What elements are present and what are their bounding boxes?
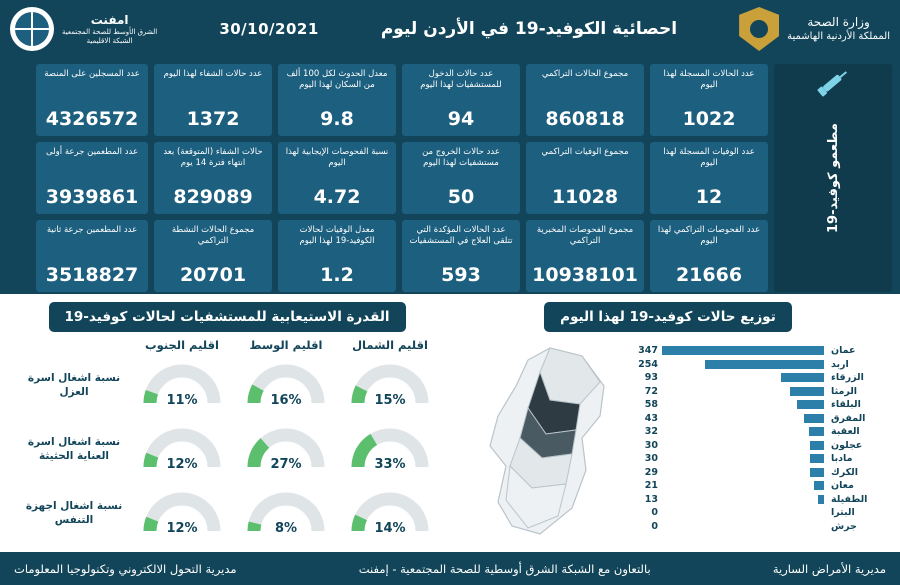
bar-category-label: الكرك (831, 466, 858, 478)
bar-row (630, 371, 880, 385)
bar-row (630, 385, 880, 399)
stat-cell (278, 142, 396, 214)
stat-value: 50 (447, 186, 475, 208)
capacity-grid (12, 338, 442, 546)
bar-value-label: 0 (651, 507, 658, 519)
logo-line1: امفنت (90, 12, 129, 27)
gauge-percent: 12% (166, 521, 198, 536)
bar-row (630, 479, 880, 493)
bar-fill (810, 468, 824, 477)
page-footer (0, 552, 900, 585)
stat-value: 4.72 (313, 186, 361, 208)
bar-row (630, 452, 880, 466)
bar-row (630, 520, 880, 534)
gauge-percent: 33% (374, 457, 406, 472)
occupancy-gauge (348, 427, 432, 473)
stat-value: 1022 (682, 108, 736, 130)
bar-value-label: 29 (644, 466, 658, 478)
page-title: احصائية الكوفيد-19 في الأردن ليوم (380, 19, 678, 39)
stat-label: عدد حالات الخروج من مستشفيات لهذا اليوم (422, 147, 500, 168)
bar-value-label: 21 (644, 480, 658, 492)
jordan-crest-icon (739, 7, 779, 51)
stat-value: 9.8 (320, 108, 354, 130)
gauge-percent: 12% (166, 457, 198, 472)
occupancy-gauge (244, 427, 328, 473)
bar-category-label: جرش (831, 520, 857, 532)
bar-track (662, 481, 824, 490)
statistics-grid (8, 64, 892, 292)
bar-track (662, 387, 824, 396)
stat-label: مجموع الحالات النشطة التراكمي (171, 225, 255, 246)
bar-row (630, 398, 880, 412)
capacity-row (12, 418, 442, 482)
bar-category-label: معان (831, 480, 854, 492)
stat-value: 94 (447, 108, 475, 130)
bar-fill (818, 495, 824, 504)
bar-track (662, 495, 824, 504)
bar-category-label: مادبا (831, 453, 853, 465)
stat-label: عدد المسجلين على المنصة (44, 69, 140, 79)
bar-row (630, 466, 880, 480)
bar-fill (810, 454, 824, 463)
stat-value: 860818 (545, 108, 625, 130)
gauge-percent: 27% (270, 457, 302, 472)
stat-label: عدد الفحوصات التراكمي لهذا اليوم (657, 225, 761, 246)
bar-value-label: 30 (644, 439, 658, 451)
bar-row (630, 425, 880, 439)
emphnet-logo-text (62, 13, 157, 46)
bar-row (630, 506, 880, 520)
ministry-block (739, 7, 890, 51)
stat-cell (650, 142, 768, 214)
capacity-row (12, 354, 442, 418)
region-header: اقليم الجنوب (145, 338, 219, 352)
bar-fill (705, 360, 824, 369)
occupancy-gauge (348, 363, 432, 409)
stat-label: مجموع الفحوصات المخبرية التراكمي (536, 225, 634, 246)
bar-track (662, 400, 824, 409)
emphnet-logo-icon (10, 7, 54, 51)
stat-label: عدد المطعمين جرعة ثانية (46, 225, 138, 235)
bar-row (630, 358, 880, 372)
occupancy-gauge (348, 491, 432, 537)
bar-fill (809, 427, 824, 436)
bar-category-label: عمان (831, 345, 856, 357)
bar-category-label: اربد (831, 358, 849, 370)
occupancy-gauge (140, 491, 224, 537)
gauge-cell (338, 491, 442, 537)
bar-track (662, 414, 824, 423)
bar-category-label: البلقاء (831, 399, 861, 411)
bar-fill (814, 481, 824, 490)
stat-value: 20701 (179, 264, 247, 286)
vaccinated-side-panel (774, 64, 892, 292)
region-header: اقليم الشمال (352, 338, 428, 352)
occupancy-gauge (244, 491, 328, 537)
bar-category-label: الطفيلة (831, 493, 868, 505)
gauge-percent: 11% (166, 393, 198, 408)
ministry-line2: المملكة الأردنية الهاشمية (787, 31, 890, 43)
gauge-cell (130, 427, 234, 473)
stat-label: مجموع الوفيات التراكمي (541, 147, 629, 157)
cases-bar-chart (630, 344, 880, 533)
stat-cell (402, 64, 520, 136)
stat-cell (650, 64, 768, 136)
bar-value-label: 254 (638, 358, 658, 370)
stat-label: عدد الحالات المؤكدة التي تتلقى العلاج في المستشفيات (409, 225, 513, 246)
bar-value-label: 13 (644, 493, 658, 505)
bar-fill (797, 400, 824, 409)
gauge-cell (130, 491, 234, 537)
bar-track (662, 508, 824, 517)
capacity-row-label: نسبة اشغال اجهزة التنفس (25, 500, 123, 526)
bar-track (662, 522, 824, 531)
bar-fill (790, 387, 824, 396)
jordan-map (454, 342, 634, 542)
stat-value: 829089 (173, 186, 253, 208)
capacity-header-row (12, 338, 442, 352)
stat-value: 1372 (186, 108, 240, 130)
logo-line3: الشبكة الاقليمية (86, 36, 133, 45)
bar-category-label: البترا (831, 507, 855, 519)
bar-fill (781, 373, 824, 382)
gauge-cell (234, 363, 338, 409)
bar-row (630, 344, 880, 358)
gauge-percent: 16% (270, 393, 302, 408)
bar-value-label: 347 (638, 345, 658, 357)
statistics-band (0, 58, 900, 294)
capacity-title: القدرة الاستيعابية للمستشفيات لحالات كوفيد-19 (49, 302, 406, 332)
bar-track (662, 441, 824, 450)
bar-row (630, 493, 880, 507)
ministry-line1: وزارة الصحة (807, 15, 870, 30)
bar-value-label: 0 (651, 520, 658, 532)
bar-track (662, 454, 824, 463)
logo-line2: الشرق الأوسط للصحة المجتمعية (62, 27, 158, 36)
bar-track (662, 346, 824, 355)
bar-row (630, 412, 880, 426)
footer-left: مديرية التحول الالكتروني وتكنولوجيا المعلومات (14, 561, 237, 576)
stat-label: عدد حالات الشفاء لهذا اليوم (163, 69, 263, 79)
gauge-cell (130, 363, 234, 409)
stat-cell (526, 142, 644, 214)
stat-cell (278, 64, 396, 136)
stat-label: معدل الحدوث لكل 100 ألف من السكان لهذا اليوم (286, 69, 388, 90)
stat-label: حالات الشفاء (المتوقعة) بعد انتهاء فترة 14 يوم (163, 147, 263, 168)
cases-distribution-panel (448, 302, 888, 546)
stat-label: عدد الحالات المسجلة لهذا اليوم (663, 69, 755, 90)
distribution-title: توزيع حالات كوفيد-19 لهذا اليوم (544, 302, 792, 332)
stat-cell (36, 220, 148, 292)
bar-fill (662, 346, 824, 355)
bar-track (662, 468, 824, 477)
stat-cell (36, 142, 148, 214)
stat-cell (154, 64, 272, 136)
stat-value: 11028 (551, 186, 619, 208)
gauge-cell (234, 491, 338, 537)
vaccinated-side-label: مطعمو كوفيد-19 (825, 123, 841, 233)
stat-value: 1.2 (320, 264, 354, 286)
hospital-capacity-panel (12, 302, 442, 546)
bar-value-label: 93 (644, 372, 658, 384)
gauge-cell (338, 427, 442, 473)
bar-value-label: 58 (644, 399, 658, 411)
gauge-percent: 15% (374, 393, 406, 408)
stat-cell (526, 64, 644, 136)
occupancy-gauge (244, 363, 328, 409)
stat-cell (402, 220, 520, 292)
gauge-cell (338, 363, 442, 409)
bar-value-label: 72 (644, 385, 658, 397)
bar-category-label: العقبة (831, 426, 860, 438)
ministry-text (787, 14, 890, 44)
stat-cell (650, 220, 768, 292)
stat-label: عدد المطعمين جرعة أولى (45, 147, 139, 157)
stat-value: 3518827 (45, 264, 139, 286)
emphnet-logo-block (10, 7, 157, 51)
lower-section (0, 294, 900, 552)
bar-category-label: عجلون (831, 439, 863, 451)
capacity-row (12, 482, 442, 546)
region-header: اقليم الوسط (249, 338, 323, 352)
stat-label: معدل الوفيات لحالات الكوفيد-19 لهذا اليوم (299, 225, 375, 246)
stat-cell (402, 142, 520, 214)
stat-label: نسبة الفحوصات الإيجابية لهذا اليوم (285, 147, 389, 168)
page-header (0, 0, 900, 58)
stat-label: عدد حالات الدخول للمستشفيات لهذا اليوم (420, 69, 502, 90)
stat-label: عدد الوفيات المسجلة لهذا اليوم (663, 147, 755, 168)
stat-cell (278, 220, 396, 292)
stat-value: 593 (441, 264, 481, 286)
stat-cell (526, 220, 644, 292)
bar-track (662, 360, 824, 369)
stat-cell (154, 142, 272, 214)
capacity-row-label: نسبة اشغال اسرة العزل (27, 372, 121, 398)
footer-center: بالتعاون مع الشبكة الشرق أوسطية للصحة المجتمعية - إمفنت (358, 561, 651, 576)
stat-cell (36, 64, 148, 136)
bar-fill (810, 441, 824, 450)
bar-track (662, 373, 824, 382)
footer-right: مديرية الأمراض السارية (772, 561, 886, 576)
stat-value: 3939861 (45, 186, 139, 208)
stat-label: مجموع الحالات التراكمي (541, 69, 629, 79)
gauge-percent: 8% (274, 521, 298, 536)
bar-value-label: 43 (644, 412, 658, 424)
report-date: 30/10/2021 (219, 20, 319, 38)
capacity-row-label: نسبة اشغال اسرة العناية الحثيثة (27, 436, 121, 462)
occupancy-gauge (140, 427, 224, 473)
stat-cell (154, 220, 272, 292)
bar-category-label: الزرقاء (831, 372, 864, 384)
stat-value: 21666 (675, 264, 743, 286)
occupancy-gauge (140, 363, 224, 409)
bar-track (662, 427, 824, 436)
stat-value: 4326572 (45, 108, 139, 130)
bar-value-label: 32 (644, 426, 658, 438)
syringe-icon (817, 68, 849, 97)
bar-category-label: المفرق (831, 412, 866, 424)
bar-fill (804, 414, 824, 423)
bar-category-label: الرمثا (831, 385, 858, 397)
gauge-percent: 14% (374, 521, 406, 536)
bar-row (630, 439, 880, 453)
bar-value-label: 30 (644, 453, 658, 465)
stat-value: 12 (695, 186, 723, 208)
globe-icon (15, 12, 49, 46)
gauge-cell (234, 427, 338, 473)
stat-value: 10938101 (532, 264, 638, 286)
